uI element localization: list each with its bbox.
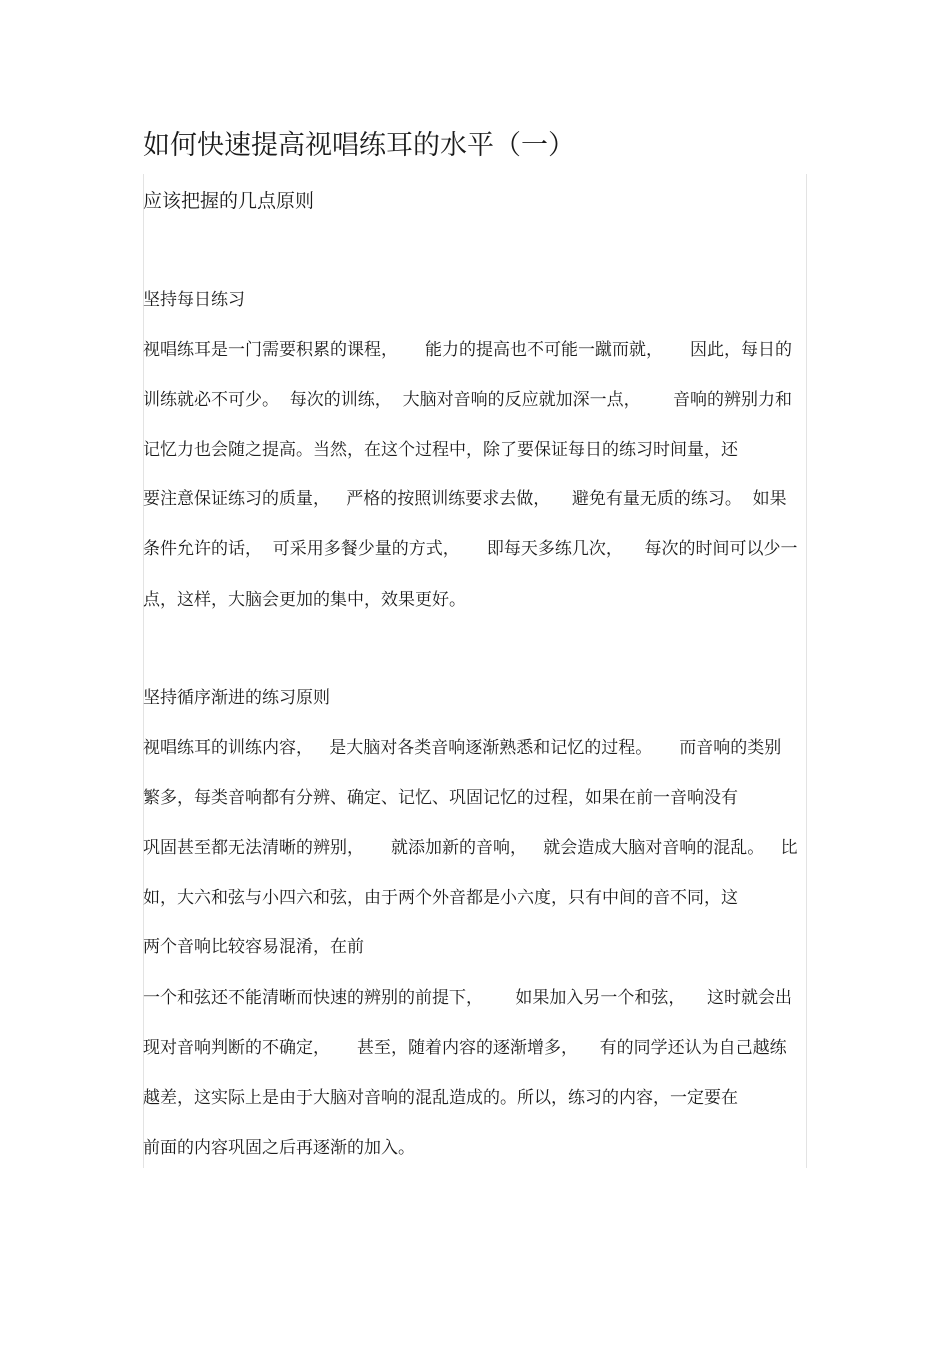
paragraph-line: 要注意保证练习的质量， 严格的按照训练要求去做， 避免有量无质的练习。 如果 bbox=[143, 489, 787, 509]
paragraph-line: 现对音响判断的不确定， 甚至，随着内容的逐渐增多， 有的同学还认为自己越练 bbox=[143, 1038, 787, 1058]
paragraph-line: 点，这样，大脑会更加的集中，效果更好。 bbox=[143, 590, 466, 610]
paragraph-line: 越差，这实际上是由于大脑对音响的混乱造成的。所以，练习的内容，一定要在 bbox=[143, 1088, 738, 1108]
document-subtitle: 应该把握的几点原则 bbox=[143, 190, 315, 212]
page-title: 如何快速提高视唱练耳的水平（一） bbox=[143, 130, 575, 161]
paragraph-line: 记忆力也会随之提高。当然，在这个过程中，除了要保证每日的练习时间量，还 bbox=[143, 440, 738, 460]
section-heading: 坚持循序渐进的练习原则 bbox=[143, 688, 330, 708]
paragraph-line: 两个音响比较容易混淆，在前 bbox=[143, 937, 364, 957]
paragraph-line: 一个和弦还不能清晰而快速的辨别的前提下， 如果加入另一个和弦， 这时就会出 bbox=[143, 988, 793, 1008]
paragraph-line: 训练就必不可少。 每次的训练， 大脑对音响的反应就加深一点， 音响的辨别力和 bbox=[143, 390, 793, 410]
section-heading: 坚持每日练习 bbox=[143, 290, 245, 310]
paragraph-line: 视唱练耳的训练内容， 是大脑对各类音响逐渐熟悉和记忆的过程。 而音响的类别 bbox=[143, 738, 782, 758]
paragraph-line: 巩固甚至都无法清晰的辨别， 就添加新的音响， 就会造成大脑对音响的混乱。 比 bbox=[143, 838, 798, 858]
paragraph-line: 视唱练耳是一门需要积累的课程， 能力的提高也不可能一蹴而就， 因此，每日的 bbox=[143, 340, 793, 360]
paragraph-line: 条件允许的话， 可采用多餐少量的方式， 即每天多练几次， 每次的时间可以少一 bbox=[143, 539, 798, 559]
content-frame bbox=[143, 174, 807, 1168]
paragraph-line: 繁多，每类音响都有分辨、确定、记忆、巩固记忆的过程，如果在前一音响没有 bbox=[143, 788, 738, 808]
paragraph-line: 如，大六和弦与小四六和弦，由于两个外音都是小六度，只有中间的音不同，这 bbox=[143, 888, 738, 908]
paragraph-line: 前面的内容巩固之后再逐渐的加入。 bbox=[143, 1138, 415, 1158]
